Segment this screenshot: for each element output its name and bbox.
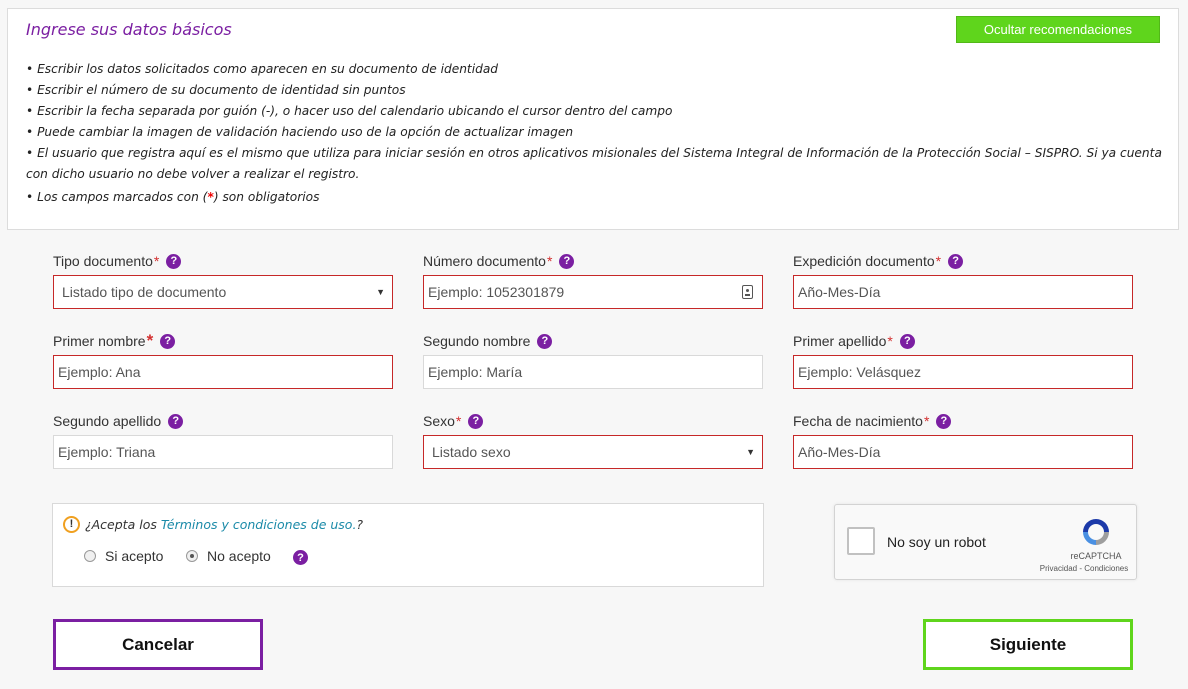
required-mark: * [153, 253, 160, 269]
fecha-nacimiento-placeholder: Año-Mes-Día [798, 444, 881, 460]
recommendations-list [26, 59, 1166, 208]
primer-nombre-placeholder: Ejemplo: Ana [58, 364, 141, 380]
next-button[interactable]: Siguiente [923, 619, 1133, 670]
accept-radio-option[interactable] [84, 548, 163, 564]
hide-recommendations-button[interactable]: Ocultar recomendaciones [956, 16, 1160, 43]
required-mark: * [923, 413, 930, 429]
recaptcha-checkbox[interactable] [847, 527, 875, 555]
help-icon[interactable]: ? [168, 414, 183, 429]
cancel-button[interactable]: Cancelar [53, 619, 263, 670]
help-icon[interactable]: ? [900, 334, 915, 349]
expedicion-documento-placeholder: Año-Mes-Día [798, 284, 881, 300]
numero-documento-label: Número documento [423, 253, 546, 269]
reject-label: No acepto [207, 548, 271, 564]
required-mark: * [546, 253, 553, 269]
numero-documento-field [423, 251, 763, 300]
primer-nombre-label: Primer nombre [53, 333, 146, 349]
help-icon[interactable]: ? [948, 254, 963, 269]
reject-radio[interactable] [186, 550, 198, 562]
required-note-suffix: ) son obligatorios [213, 190, 320, 204]
required-mark: * [455, 413, 462, 429]
recommendation-item: • El usuario que registra aquí es el mismo que utiliza para iniciar sesión en otros aplicativos misionales del Sistema Integral de Información de la Protección Social – SISPRO. Si ya cuenta con dicho usuario no debe volver a realizar el registro. [26, 146, 1162, 181]
fecha-nacimiento-input[interactable] [793, 435, 1133, 469]
dropdown-arrow-icon: ▼ [376, 287, 385, 297]
primer-apellido-label: Primer apellido [793, 333, 887, 349]
expedicion-documento-input[interactable] [793, 275, 1133, 309]
fecha-nacimiento-label-row [793, 411, 1133, 431]
help-icon[interactable]: ? [293, 550, 308, 565]
sexo-field [423, 411, 763, 460]
recommendations-title: Ingrese sus datos básicos [26, 20, 232, 39]
numero-documento-placeholder: Ejemplo: 1052301879 [428, 284, 565, 300]
terms-link[interactable]: Términos y condiciones de uso. [160, 517, 357, 532]
accept-radio[interactable] [84, 550, 96, 562]
segundo-nombre-field [423, 331, 763, 380]
terms-question [85, 517, 363, 532]
required-mark: * [887, 333, 893, 349]
expedicion-documento-field [793, 251, 1133, 300]
sexo-label-row [423, 411, 763, 431]
segundo-nombre-placeholder: Ejemplo: María [428, 364, 523, 380]
fecha-nacimiento-field [793, 411, 1133, 460]
help-icon[interactable]: ? [468, 414, 483, 429]
fecha-nacimiento-label: Fecha de nacimiento [793, 413, 923, 429]
segundo-apellido-label-row [53, 411, 393, 431]
terms-question-prefix: ¿Acepta los [85, 517, 161, 532]
segundo-nombre-label: Segundo nombre [423, 333, 531, 349]
help-icon[interactable]: ? [537, 334, 552, 349]
reject-radio-option[interactable] [186, 548, 271, 564]
id-card-icon [742, 285, 753, 299]
required-mark: * [935, 253, 942, 269]
warning-icon: ! [63, 516, 80, 533]
required-note-prefix: • Los campos marcados con ( [26, 190, 208, 204]
numero-documento-input[interactable] [423, 275, 763, 309]
sexo-label: Sexo [423, 413, 455, 429]
recommendations-panel [7, 8, 1179, 230]
tipo-documento-field [53, 251, 393, 300]
expedicion-documento-label: Expedición documento [793, 253, 935, 269]
tipo-documento-value: Listado tipo de documento [62, 284, 227, 300]
required-fields-note [26, 187, 1166, 208]
recommendation-item: • Escribir el número de su documento de identidad sin puntos [26, 83, 406, 97]
tipo-documento-select[interactable] [53, 275, 393, 309]
expedicion-documento-label-row [793, 251, 1133, 271]
recommendation-item: • Puede cambiar la imagen de validación haciendo uso de la opción de actualizar imagen [26, 125, 574, 139]
recommendation-item: • Escribir los datos solicitados como aparecen en su documento de identidad [26, 62, 499, 76]
primer-nombre-field [53, 331, 393, 380]
segundo-apellido-placeholder: Ejemplo: Triana [58, 444, 156, 460]
segundo-nombre-input[interactable] [423, 355, 763, 389]
segundo-apellido-label: Segundo apellido [53, 413, 162, 429]
recaptcha-brand: reCAPTCHA [1070, 551, 1122, 561]
primer-apellido-placeholder: Ejemplo: Velásquez [798, 364, 921, 380]
primer-nombre-label-row [53, 331, 393, 351]
tipo-documento-label-row [53, 251, 393, 271]
help-icon[interactable]: ? [936, 414, 951, 429]
segundo-apellido-input[interactable] [53, 435, 393, 469]
sexo-select[interactable] [423, 435, 763, 469]
terms-panel [52, 503, 764, 587]
recaptcha-links[interactable]: Privacidad - Condiciones [1039, 564, 1129, 573]
help-icon[interactable]: ? [160, 334, 175, 349]
recaptcha-logo-icon [1079, 515, 1113, 549]
sexo-value: Listado sexo [432, 444, 511, 460]
required-star: * [207, 190, 214, 204]
recaptcha-label: No soy un robot [887, 534, 986, 550]
recaptcha-widget [834, 504, 1137, 580]
segundo-nombre-label-row [423, 331, 763, 351]
accept-label: Si acepto [105, 548, 164, 564]
primer-apellido-input[interactable] [793, 355, 1133, 389]
segundo-apellido-field [53, 411, 393, 460]
numero-documento-label-row [423, 251, 763, 271]
tipo-documento-label: Tipo documento [53, 253, 153, 269]
help-icon[interactable]: ? [166, 254, 181, 269]
dropdown-arrow-icon: ▼ [746, 447, 755, 457]
primer-apellido-field [793, 331, 1133, 380]
primer-apellido-label-row [793, 331, 1133, 351]
help-icon[interactable]: ? [559, 254, 574, 269]
terms-question-suffix: ? [356, 517, 364, 532]
required-mark: * [146, 331, 154, 350]
recommendation-item: • Escribir la fecha separada por guión (-), o hacer uso del calendario ubicando el cursor dentro del campo [26, 104, 673, 118]
primer-nombre-input[interactable] [53, 355, 393, 389]
